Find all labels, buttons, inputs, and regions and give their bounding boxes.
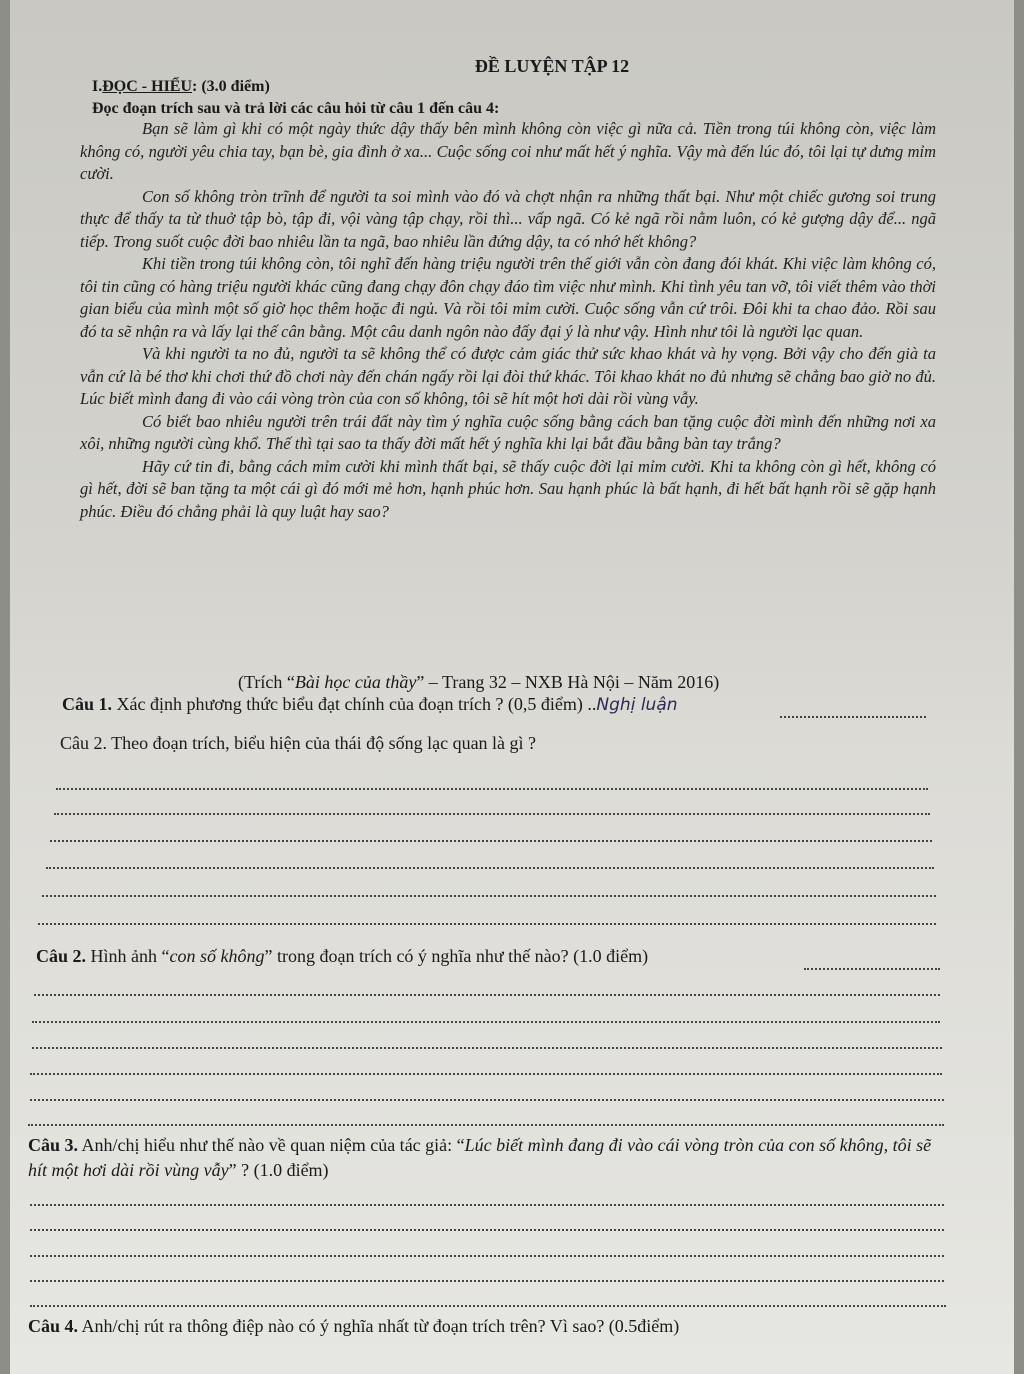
answer-line[interactable] [30,1073,942,1075]
answer-line[interactable] [34,994,940,996]
question-2a: Câu 2. Theo đoạn trích, biểu hiện của thái độ sống lạc quan là gì ? [60,733,537,753]
source-suffix: ” – Trang 32 – NXB Hà Nội – Năm 2016) [416,672,720,692]
question-3-quote-part-2: của con số không, tôi sẽ hít một hơi dài rồi vùng vẫy [28,1135,932,1180]
question-2b-quote: con số không [169,946,265,966]
question-2b-text-end: ” trong đoạn trích có ý nghĩa như thế nào? (1.0 điểm) [264,946,649,966]
answer-line[interactable] [30,1280,944,1282]
answer-line[interactable] [30,1305,946,1307]
question-4-text: Anh/chị rút ra thông điệp nào có ý nghĩa nhất từ đoạn trích trên? Vì sao? (0.5điểm) [78,1316,680,1336]
passage-paragraph: Có biết bao nhiêu người trên trái đất này tìm ý nghĩa cuộc sống bằng cách ban tặng cuộc đời mình đến những nơi xa xôi, những người cùng khổ. Thế thì tại sao ta thấy đời mất hết ý nghĩa khi lại bắt đầu bằng bàn tay trắng? [80,411,936,453]
answer-line[interactable] [32,1047,942,1049]
exam-sheet [10,0,1014,1374]
answer-line[interactable] [56,788,928,790]
question-3 [28,1133,948,1183]
section-name: ĐỌC - HIỂU [102,78,193,95]
question-2b-label: Câu 2. [36,946,87,966]
reading-passage [80,118,936,523]
answer-line[interactable] [46,867,934,869]
source-work: Bài học của thầy [294,672,417,692]
answer-line[interactable] [30,1204,944,1206]
answer-line[interactable] [30,1099,944,1101]
answer-line[interactable] [28,1124,944,1126]
instruction: Đọc đoạn trích sau và trả lời các câu hỏi từ câu 1 đến câu 4: [92,100,500,117]
exam-title: ĐỀ LUYỆN TẬP 12 [474,56,630,76]
answer-line[interactable] [30,1229,944,1231]
question-2b [36,946,648,967]
section-points: : (3.0 điểm) [192,78,270,95]
question-4-label: Câu 4. [28,1316,79,1336]
question-3-text: Anh/chị hiểu như thế nào về quan niệm của tác giả: “ [78,1135,465,1155]
passage-paragraph: Và khi người ta no đủ, người ta sẽ không thể có được cảm giác thử sức khao khát và hy vọng. Bởi vậy cho đến già ta vẫn cứ là bé thơ khi chơi thứ đồ chơi này đến chán ngấy rồi lại đòi thứ khác. Tôi khao khát no đủ nhưng sẽ chẳng bao giờ no đủ. Lúc biết mình đang đi vào cái vòng tròn của con số không, tôi sẽ hít một hơi dài rồi vùng vẫy. [80,344,936,408]
passage-paragraph: Hãy cứ tin đi, bằng cách mỉm cười khi mình thất bại, sẽ thấy cuộc đời lại mỉm cười. Khi ta không còn gì hết, không có gì hết, đời sẽ ban tặng ta một cái gì đó mới mẻ hơn, hạnh phúc hơn. Sau hạnh phúc là bất hạnh, đi hết bất hạnh rồi sẽ gặp hạnh phúc. Điều đó chẳng phải là quy luật hay sao? [80,456,936,521]
passage-paragraph: Bạn sẽ làm gì khi có một ngày thức dậy thấy bên mình không còn việc gì nữa cả. Tiền trong túi không còn, việc làm không có, người yêu chia tay, bạn bè, gia đình ở xa... Cuộc sống coi như mất hết ý nghĩa. Vậy mà đến lúc đó, tôi lại tự dưng mỉm cười. [80,119,936,183]
answer-line[interactable] [32,1021,940,1023]
source-prefix: (Trích “ [238,672,295,692]
section-number: I. [92,78,103,95]
question-1 [62,694,678,715]
question-2b-text: Hình ảnh “ [86,946,170,966]
answer-line[interactable] [54,813,930,815]
answer-line[interactable] [50,840,932,842]
question-1-label: Câu 1. [62,694,113,714]
question-3-label: Câu 3. [28,1135,79,1155]
passage-source [238,672,719,693]
question-3-text-end: ” ? (1.0 điểm) [228,1160,329,1180]
passage-paragraph: Khi tiền trong túi không còn, tôi nghĩ đến hàng triệu người trên thế giới vẫn còn đang đói khát. Khi việc làm không có, tôi tin cũng có hàng triệu người khác cũng đang chạy đôn chạy đáo tìm việc như mình. Khi tình yêu tan vỡ, tôi viết thêm vào thời gian biểu của mình một số giờ học thêm hoặc đi ngủ. Và rồi tôi mỉm cười. Cuộc sống vẫn cứ trôi. Đôi khi ta chao đảo. Rồi sau đó ta sẽ nhận ra và lấy lại thế cân bằng. Một câu danh ngôn nào đấy đại ý là như vậy. Hình như tôi là người lạc quan. [80,254,936,341]
question-3-quote-part-1: Lúc biết mình đang đi vào cái vòng tròn [464,1135,754,1155]
answer-line[interactable] [780,716,926,718]
question-4 [28,1316,679,1337]
answer-line[interactable] [38,923,936,925]
question-1-handwritten-answer: Nghị luận [596,695,678,715]
passage-paragraph: Con số không tròn trĩnh để người ta soi mình vào đó và chợt nhận ra những thất bại. Như một chiếc gương soi trung thực để thấy ta từ thuở tập bò, tập đi, vội vàng tập chạy, rồi thì... vấp ngã. Có kẻ ngã rồi nằm luôn, có kẻ gượng dậy để... ngã tiếp. Trong suốt cuộc đời bao nhiêu lần ta ngã, bao nhiêu lần đứng dậy, ta có nhớ hết không? [80,186,936,251]
answer-line[interactable] [804,968,940,970]
question-1-text: Xác định phương thức biểu đạt chính của đoạn trích ? (0,5 điểm) .. [112,694,597,714]
answer-line[interactable] [30,1255,944,1257]
section-heading [92,78,270,96]
answer-line[interactable] [42,895,936,897]
